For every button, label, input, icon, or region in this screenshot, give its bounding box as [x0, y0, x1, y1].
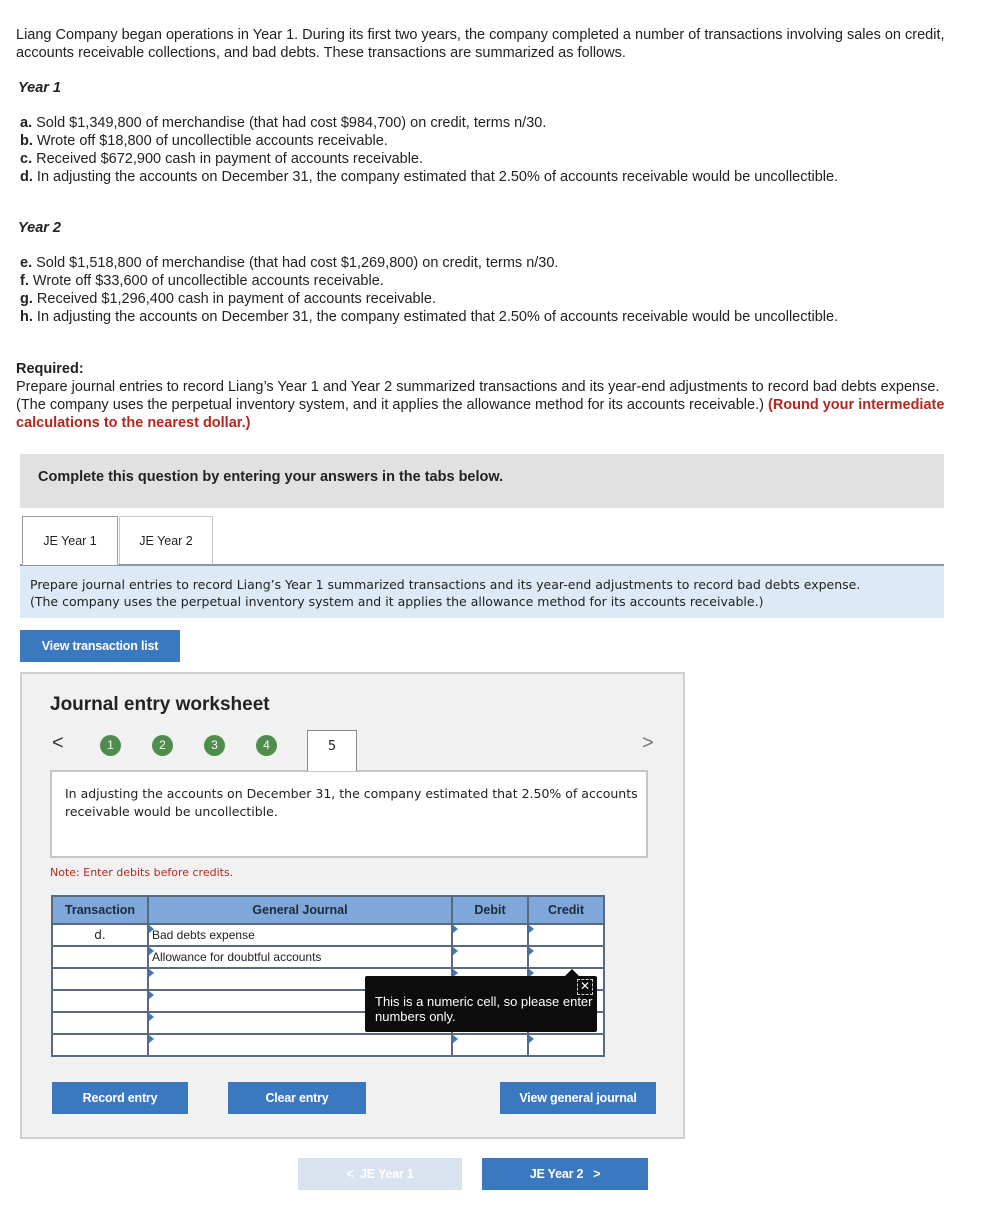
tooltip-caret [565, 969, 579, 976]
transaction-cell[interactable]: d. [52, 924, 148, 946]
next-step-icon[interactable]: > [642, 732, 654, 754]
list-item: b. Wrote off $18,800 of uncollectible accounts receivable. [20, 133, 388, 149]
year1-list [20, 114, 970, 186]
column-header-general-journal: General Journal [148, 896, 452, 924]
transaction-cell[interactable] [52, 946, 148, 968]
step-5[interactable]: 5 [307, 730, 357, 771]
transaction-cell[interactable] [52, 1012, 148, 1034]
transaction-cell[interactable] [52, 1034, 148, 1056]
credit-cell[interactable] [528, 946, 604, 968]
numeric-cell-tooltip: ✕ This is a numeric cell, so please enter numbers only. [365, 976, 597, 1032]
table-row [52, 946, 604, 968]
list-item: e. Sold $1,518,800 of merchandise (that had cost $1,269,800) on credit, terms n/30. [20, 255, 559, 271]
year2-list [20, 254, 970, 326]
column-header-debit: Debit [452, 896, 528, 924]
table-row [52, 924, 604, 946]
step-3[interactable]: 3 [204, 735, 225, 756]
account-cell[interactable]: Allowance for doubtful accounts [148, 946, 452, 968]
transaction-cell[interactable] [52, 968, 148, 990]
tab-je-year-2[interactable]: JE Year 2 [119, 516, 213, 565]
view-transaction-list-button[interactable]: View transaction list [20, 630, 180, 662]
transaction-cell[interactable] [52, 990, 148, 1012]
list-item: d. In adjusting the accounts on December 31, the company estimated that 2.50% of accounts receivable would be uncollectible. [20, 169, 839, 185]
table-row [52, 1034, 604, 1056]
chevron-right-icon: > [593, 1167, 601, 1181]
required-section [16, 360, 966, 432]
credit-cell[interactable] [528, 1034, 604, 1056]
credit-cell[interactable] [528, 924, 604, 946]
view-general-journal-button[interactable]: View general journal [500, 1082, 656, 1114]
next-tab-button[interactable]: JE Year 2 > [482, 1158, 648, 1190]
instruction-box [20, 454, 944, 508]
journal-entry-worksheet [20, 672, 685, 1139]
column-header-transaction: Transaction [52, 896, 148, 924]
required-heading: Required: [16, 361, 84, 377]
year1-heading: Year 1 [18, 80, 61, 96]
tab-je-year-1[interactable]: JE Year 1 [22, 516, 118, 565]
year2-heading: Year 2 [18, 220, 61, 236]
step-description: In adjusting the accounts on December 31, the company estimated that 2.50% of accounts receivable would be uncollectible. [50, 770, 648, 858]
clear-entry-button[interactable]: Clear entry [228, 1082, 366, 1114]
intro-text: Liang Company began operations in Year 1. During its first two years, the company completed a number of transactions involving sales on credit, accounts receivable collections, and bad debts. These transactions are summarized as follows. [16, 27, 945, 61]
list-item: h. In adjusting the accounts on December 31, the company estimated that 2.50% of accounts receivable would be uncollectible. [20, 309, 839, 325]
step-1[interactable]: 1 [100, 735, 121, 756]
list-item: a. Sold $1,349,800 of merchandise (that had cost $984,700) on credit, terms n/30. [20, 115, 547, 131]
required-text: Prepare journal entries to record Liang’s Year 1 and Year 2 summarized transactions and its year-end adjustments to record bad debts expense. (The company uses the perpetual inventory system, and it applies the allowance method for its accounts receivable.) (Round your intermediate calculations to the nearest dollar.) [16, 379, 945, 431]
note-text: Note: Enter debits before credits. [50, 866, 234, 879]
chevron-left-icon: < [346, 1167, 354, 1181]
prev-tab-button[interactable]: < JE Year 1 [298, 1158, 462, 1190]
instruction-text: Complete this question by entering your answers in the tabs below. [38, 469, 504, 485]
debit-cell[interactable] [452, 946, 528, 968]
tab-instruction: Prepare journal entries to record Liang’s Year 1 summarized transactions and its year-end adjustments to record bad debts expense. (The company uses the perpetual inventory system and it applies the allowance method for its accounts receivable.) [20, 566, 944, 618]
record-entry-button[interactable]: Record entry [52, 1082, 188, 1114]
worksheet-title: Journal entry worksheet [50, 694, 270, 715]
list-item: f. Wrote off $33,600 of uncollectible accounts receivable. [20, 273, 384, 289]
debit-cell[interactable] [452, 924, 528, 946]
column-header-credit: Credit [528, 896, 604, 924]
prev-step-icon[interactable]: < [52, 732, 64, 754]
step-4[interactable]: 4 [256, 735, 277, 756]
list-item: c. Received $672,900 cash in payment of accounts receivable. [20, 151, 424, 167]
close-icon[interactable]: ✕ [577, 979, 593, 995]
debit-cell[interactable] [452, 1034, 528, 1056]
list-item: g. Received $1,296,400 cash in payment of accounts receivable. [20, 291, 436, 307]
step-2[interactable]: 2 [152, 735, 173, 756]
account-cell[interactable] [148, 1034, 452, 1056]
account-cell[interactable]: Bad debts expense [148, 924, 452, 946]
